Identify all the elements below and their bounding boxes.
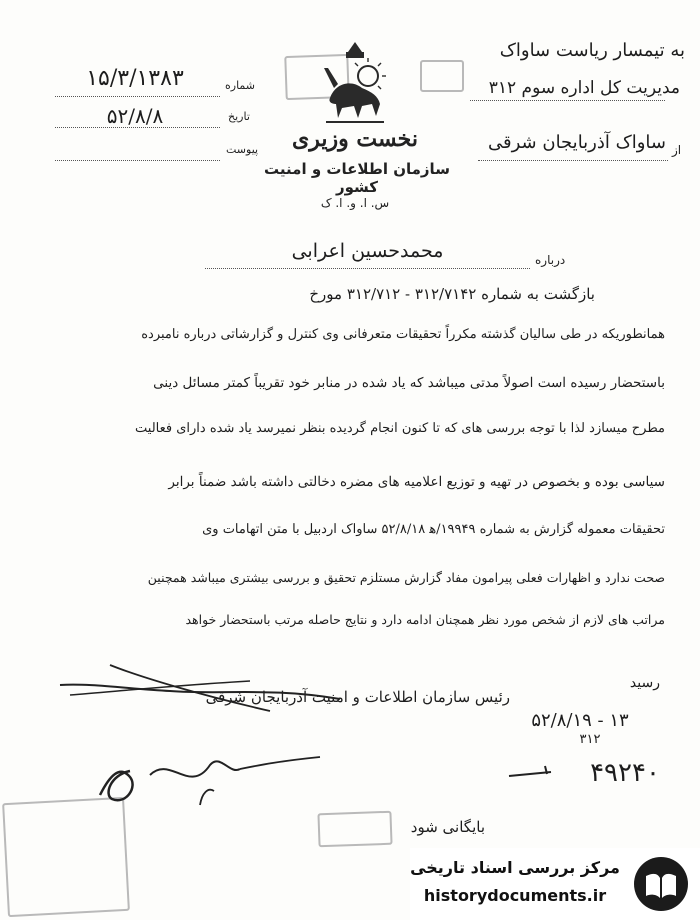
- organization-name: سازمان اطلاعات و امنیت کشور: [264, 160, 450, 196]
- label-attachment: پیوست: [226, 143, 259, 156]
- watermark-banner: [410, 848, 700, 920]
- subject-label: درباره: [535, 253, 566, 267]
- addressee-office: مدیریت کل اداره سوم ۳۱۲: [488, 78, 680, 98]
- addressee-to: به تیمسار ریاست ساواک: [499, 40, 685, 61]
- signature-scribble-icon: [50, 655, 350, 715]
- body-line-5: سیاسی بوده و بخصوص در تهیه و توزیع اعلامیه های مضره دخالتی داشته باشد ضمناً برابر: [168, 474, 665, 490]
- department-code: س. ا. و. ا. ک: [320, 196, 390, 210]
- ref-mark-icon: [505, 762, 555, 782]
- body-line-4: مطرح میسازد لذا با توجه بررسی های که تا کنون انجام گردیده بنظر نمیرسد یاد شده دارای فعالیت: [135, 421, 665, 436]
- ministry-title: نخست وزیری: [292, 126, 418, 152]
- faded-stamp-bottom-center: [317, 811, 392, 848]
- body-line-2: همانطوریکه در طی سالیان گذشته مکرراً تحقیقات متعرفانی وی کنترل و گزارشاتی درباره نامبرده: [141, 327, 665, 342]
- date-value: ۵۲/۸/۸: [106, 104, 164, 128]
- from-label: از: [672, 143, 682, 157]
- from-value: ساواک آذربایجان شرقی: [488, 132, 666, 153]
- watermark-title: مرکز بررسی اسناد تاریخی: [410, 858, 620, 877]
- label-number: شماره: [225, 79, 256, 92]
- ref-note-line-1: ۵۲/۸/۱۹ - ۱۳: [531, 710, 629, 731]
- body-line-6: تحقیقات معموله گزارش به شماره ۱۹۹۴۹/ه‍ ۵۲/۸/۱۸ ساواک اردبیل با متن اتهامات وی: [202, 522, 665, 537]
- watermark-url: historydocuments.ir: [423, 886, 607, 905]
- signatory-title: رئیس سازمان اطلاعات و امنیت آذربایجان شرقی: [205, 688, 510, 706]
- body-line-7: صحت ندارد و اظهارات فعلی پیرامون مفاد گزارش مستلزم تحقیق و بررسی بیشتری میباشد همچنین: [147, 570, 665, 585]
- handwritten-signature-icon: [90, 735, 350, 815]
- lion-and-sun-emblem-icon: [318, 38, 393, 128]
- label-date: تاریخ: [228, 110, 250, 123]
- ref-number: ۴۹۲۴۰: [590, 758, 660, 788]
- body-line-1: بازگشت به شماره ۳۱۲/۷۱۴۲ - ۳۱۲/۷۱۲ مورخ: [309, 285, 595, 303]
- body-line-3: باستحضار رسیده است اصولاً مدتی میباشد که یاد شده در منابر خود تقریباً کمتر مسائل دینی: [153, 375, 665, 391]
- ref-note-line-2: ۳۱۲: [579, 732, 601, 747]
- body-line-9: رسید: [629, 675, 660, 691]
- book-logo-icon: [630, 854, 692, 914]
- faded-stamp-top-right: [420, 60, 464, 92]
- filing-note: بایگانی شود: [410, 818, 485, 836]
- body-line-8: مراتب های لازم از شخص مورد نظر همچنان ادامه دارد و نتایج حاصله مرتب باستحضار خواهد: [185, 612, 665, 627]
- subject-value: محمدحسین اعرابی: [291, 240, 444, 262]
- number-value: ۱۵/۳/۱۳۸۳: [86, 66, 184, 91]
